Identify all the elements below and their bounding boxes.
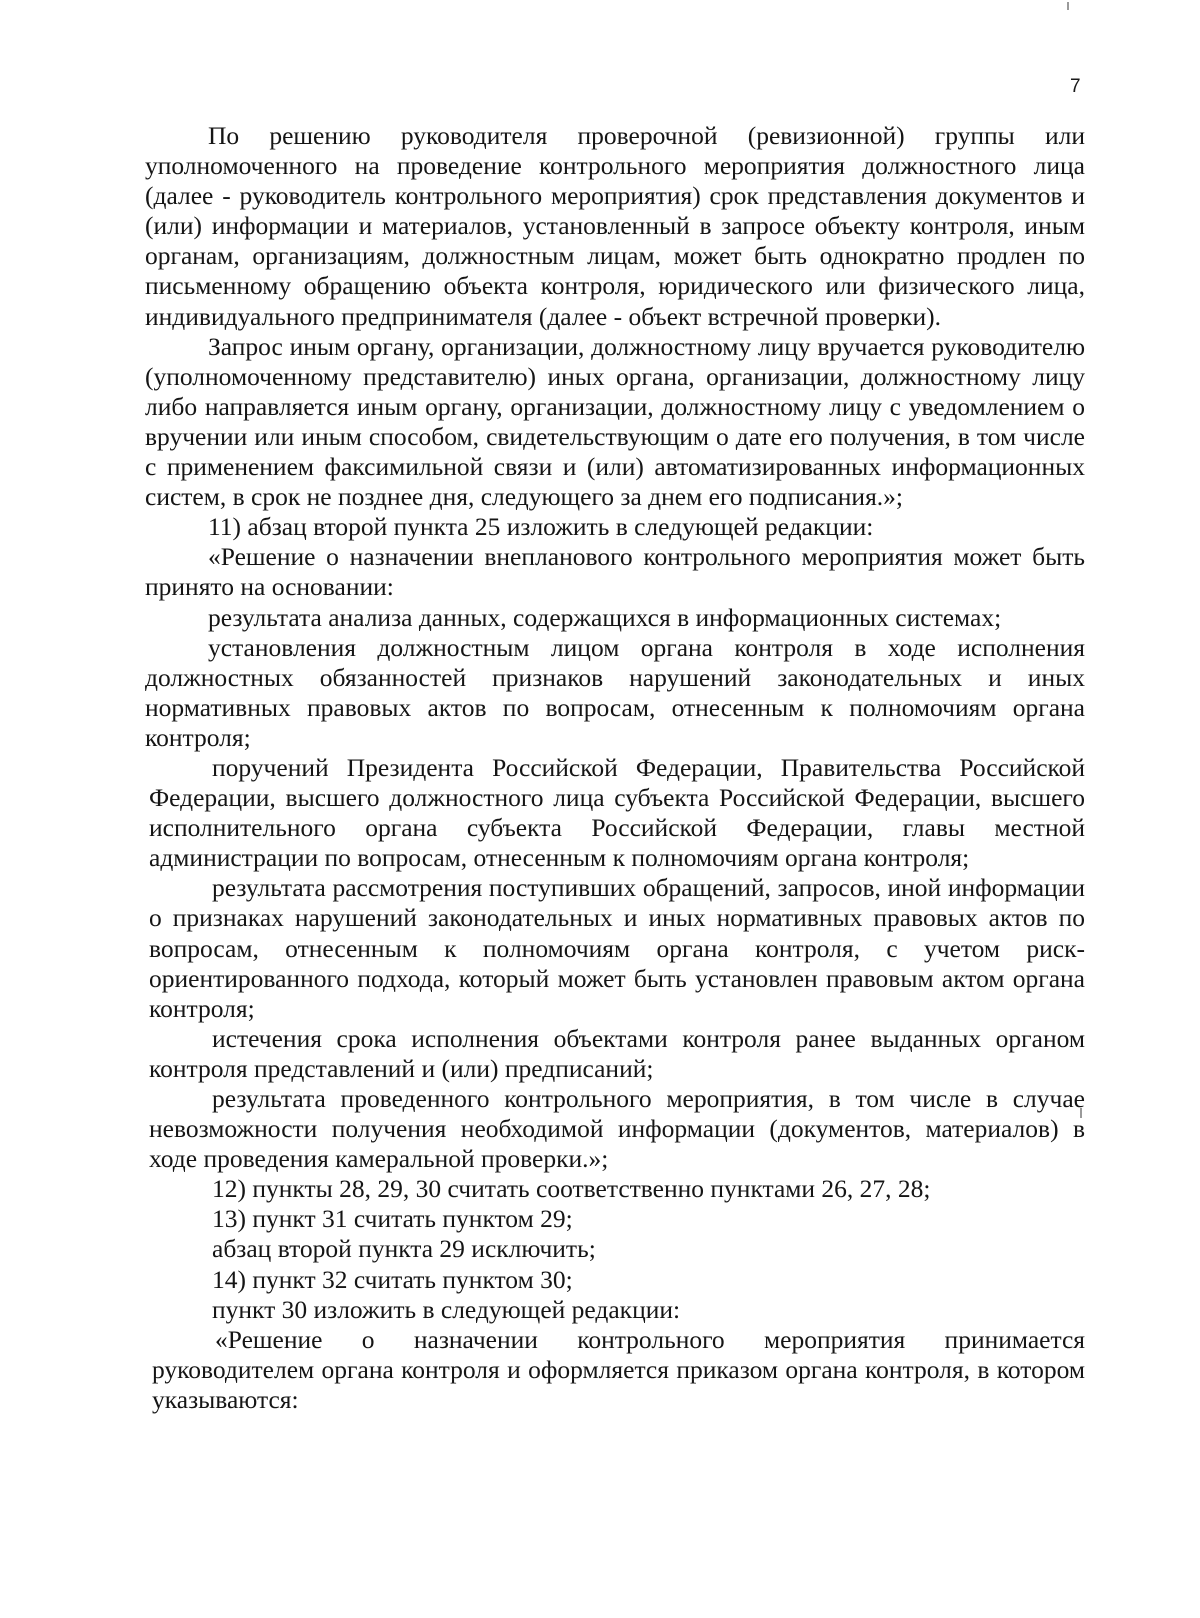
paragraph-unscheduled-decision: «Решение о назначении внепланового контрольного мероприятия может быть принято на основании: xyxy=(145,542,1085,602)
paragraph-item-12: 12) пункты 28, 29, 30 считать соответственно пунктами 26, 27, 28; xyxy=(212,1174,931,1204)
paragraph-basis-instructions: поручений Президента Российской Федерации, Правительства Российской Федерации, высшего должностного лица субъекта Российской Федерации, высшего исполнительного органа субъекта Российской Федерации, главы местной администрации по вопросам, отнесенным к полномочиям органа контроля; xyxy=(149,752,1085,873)
paragraph-basis-official-findings: установления должностным лицом органа контроля в ходе исполнения должностных обязанностей признаков нарушений законодательных и иных нормативных правовых актов по вопросам, отнесенным к полномочиям органа контроля; xyxy=(145,632,1085,752)
paragraph-basis-expired-deadline: истечения срока исполнения объектами контроля ранее выданных органом контроля представлений и (или) предписаний; xyxy=(149,1023,1085,1083)
paragraph-basis-appeals: результата рассмотрения поступивших обращений, запросов, иной информации о признаках нарушений законодательных и иных нормативных правовых актов по вопросам, отнесенным к полномочиям органа контроля, с учетом риск-ориентированного подхода, который может быть установлен правовым актом органа контроля; xyxy=(149,873,1085,1023)
paragraph-control-decision: «Решение о назначении контрольного мероприятия принимается руководителем органа контроля и оформляется приказом органа контроля, в котором указываются: xyxy=(152,1324,1085,1414)
paragraph-item-30-new-wording: пункт 30 изложить в следующей редакции: xyxy=(212,1294,681,1324)
paragraph-exclude-second-subparagraph: абзац второй пункта 29 исключить; xyxy=(212,1234,596,1264)
paragraph-basis-data-analysis: результата анализа данных, содержащихся в информационных системах; xyxy=(208,602,1002,632)
paragraph-item-13: 13) пункт 31 считать пунктом 29; xyxy=(212,1204,573,1234)
paragraph-basis-previous-audit: результата проведенного контрольного мероприятия, в том числе в случае невозможности получения необходимой информации (документов, материалов) в ходе проведения камеральной проверки.»; xyxy=(149,1084,1085,1174)
paragraph-item-14: 14) пункт 32 считать пунктом 30; xyxy=(212,1264,573,1294)
paragraph-extension-of-deadline: По решению руководителя проверочной (ревизионной) группы или уполномоченного на проведение контрольного мероприятия должностного лица (далее - руководитель контрольного мероприятия) срок представления документов и (или) информации и материалов, установленный в запросе объекту контроля, иным органам, организациям, должностным лицам, может быть однократно продлен по письменному обращению объекта контроля, юридического или физического лица, индивидуального предпринимателя (далее - объект встречной проверки). xyxy=(145,121,1085,331)
paragraph-item-11: 11) абзац второй пункта 25 изложить в следующей редакции: xyxy=(208,512,874,542)
scan-mark xyxy=(1067,2,1069,10)
paragraph-request-delivery: Запрос иным органу, организации, должностному лицу вручается руководителю (уполномоченному представителю) иных органа, организации, должностному лицу либо направляется иным органу, организации, должностному лицу с уведомлением о вручении или иным способом, свидетельствующим о дате его получения, в том числе с применением факсимильной связи и (или) автоматизированных информационных систем, в срок не позднее дня, следующего за днем его подписания.»; xyxy=(145,331,1085,512)
page-number: 7 xyxy=(1070,76,1081,97)
document-body xyxy=(145,121,1085,1415)
